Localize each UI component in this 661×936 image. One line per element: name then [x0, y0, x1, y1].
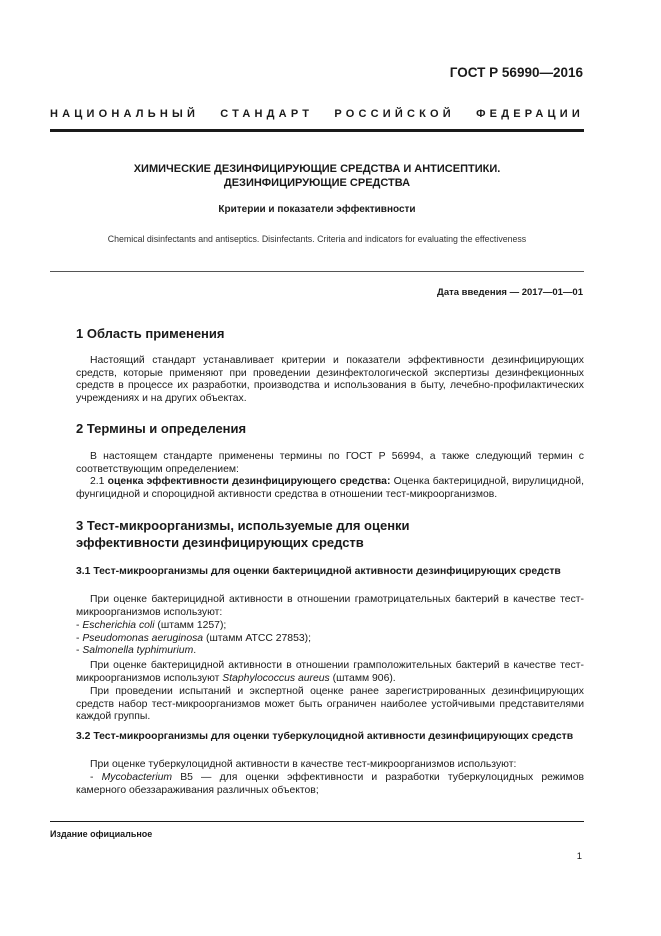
organism-name: Salmonella typhimurium: [82, 645, 194, 657]
section-heading: [76, 517, 410, 551]
term-definition: [76, 476, 584, 501]
footer-rule: [50, 821, 584, 822]
term-text: Оценка бактерицидной, вирулицидной, фунгицидной и спороцидной активности средства в отношении тест-микроорганизмов.: [76, 476, 584, 500]
title-line: ХИМИЧЕСКИЕ ДЕЗИНФИЦИРУЮЩИЕ СРЕДСТВА И АНТИСЕПТИКИ.: [133, 163, 501, 175]
list-item: [76, 645, 584, 658]
list-item: [76, 620, 584, 633]
heading-line: эффективности дезинфицирующих средств: [76, 535, 364, 550]
term-name: оценка эффективности дезинфицирующего средства:: [107, 476, 391, 487]
section-heading: 1 Область применения: [76, 326, 225, 341]
organism-name: Staphylococcus aureus: [222, 672, 330, 684]
standard-code: ГОСТ Р 56990—2016: [449, 65, 583, 80]
document-subtitle: Критерии и показатели эффективности: [218, 204, 416, 215]
english-title: Chemical disinfectants and antiseptics. Disinfectants. Criteria and indicators for evaluating the effectiveness: [107, 234, 527, 244]
paragraph: [76, 660, 584, 685]
divider: [50, 271, 584, 272]
paragraph-text: (штамм 906).: [329, 672, 396, 684]
bullet: -: [90, 772, 102, 783]
page-number: 1: [576, 851, 582, 862]
introduction-date: Дата введения — 2017—01—01: [437, 287, 583, 298]
list-item: [76, 633, 584, 646]
list-item: [76, 772, 584, 797]
bullet-list: [76, 620, 584, 658]
bullet: -: [76, 645, 83, 657]
banner: [50, 108, 584, 120]
organism-name: Pseudomonas aeruginosa: [82, 632, 204, 644]
paragraph-text: B5 — для оценки эффективности и разработки туберкулоцидных режимов камерного обеззараживания различных объектов;: [76, 772, 585, 796]
title-line: ДЕЗИНФИЦИРУЮЩИЕ СРЕДСТВА: [223, 177, 411, 189]
strain-text: (штамм 1257);: [154, 620, 227, 631]
paragraph: При оценке бактерицидной активности в отношении грамотрицательных бактерий в качестве тест-микроорганизмов используют:: [76, 594, 584, 618]
paragraph: При оценке туберкулоцидной активности в качестве тест-микроорганизмов используют:: [90, 759, 517, 770]
banner-word: РОССИЙСКОЙ: [334, 108, 455, 120]
bullet: -: [76, 620, 83, 631]
paragraph: Настоящий стандарт устанавливает критерии и показатели эффективности дезинфицирующих средств, которые применяют при проведении дезинфектологической экспертизы дезинфекционных средств в процессе их разработки, производства и использования в быту, лечебно-профилактических учреждениях и на других объектах.: [76, 355, 584, 404]
banner-word: НАЦИОНАЛЬНЫЙ: [50, 108, 200, 120]
banner-word: СТАНДАРТ: [220, 108, 314, 120]
subsection-heading: 3.1 Тест-микроорганизмы для оценки бактерицидной активности дезинфицирующих средств: [76, 566, 561, 577]
subsection-heading: 3.2 Тест-микроорганизмы для оценки туберкулоцидной активности дезинфицирующих средств: [76, 731, 574, 742]
banner-word: ФЕДЕРАЦИИ: [476, 108, 584, 120]
edition-note: Издание официальное: [50, 829, 153, 839]
organism-name: Mycobacterium: [101, 772, 173, 783]
paragraph: При проведении испытаний и экспертной оценке ранее зарегистрированных дезинфицирующих средств набор тест-микроорганизмов может быть ограничен наиболее устойчивыми представителями каждой группы.: [76, 686, 584, 723]
organism-name: Escherichia coli: [82, 620, 155, 631]
paragraph: В настоящем стандарте применены термины по ГОСТ Р 56994, а также следующий термин с соответствующим определением:: [76, 451, 584, 475]
strain-text: .: [193, 645, 197, 657]
heading-line: 3 Тест-микроорганизмы, используемые для оценки: [76, 518, 410, 533]
term-number: 2.1: [90, 476, 108, 487]
banner-rule: [50, 129, 584, 132]
bullet: -: [76, 632, 83, 644]
paragraph-text: При оценке бактерицидной активности в отношении грамположительных бактерий в качестве тест-микроорганизмов используют: [76, 660, 584, 684]
document-title: [50, 162, 584, 190]
section-heading: 2 Термины и определения: [76, 421, 247, 436]
strain-text: (штамм АТСС 27853);: [203, 632, 311, 644]
